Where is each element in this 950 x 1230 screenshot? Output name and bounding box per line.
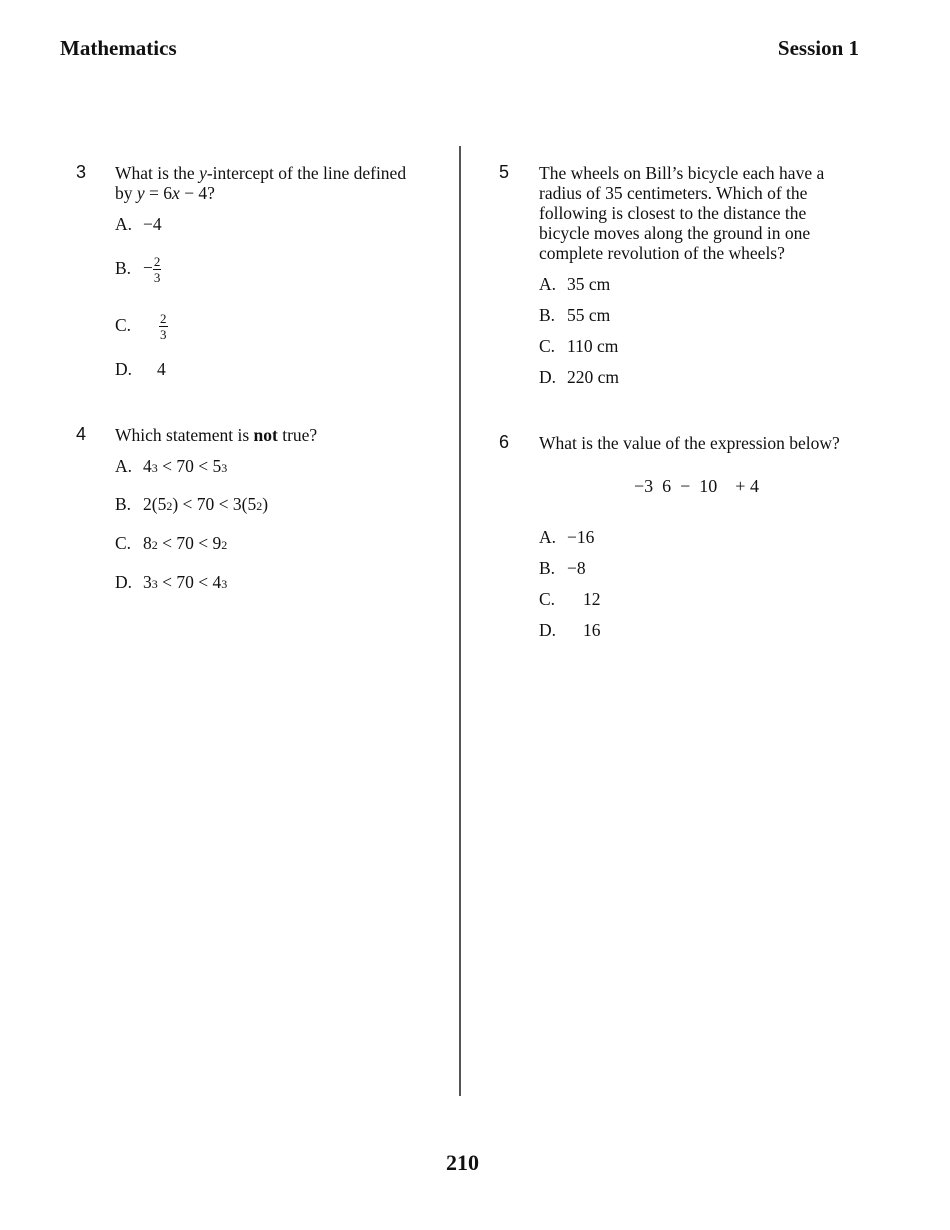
column-divider (459, 146, 461, 1096)
question-stem: The wheels on Bill’s bicycle each have a radius of 35 centimeters. Which of the following is closest to the distance the bicycle moves along the ground in one complete revolution of the wheels? (539, 163, 825, 263)
fraction: $\frac{2}{3}$ (160, 311, 167, 342)
answer-option-a[interactable]: A. 35 cm (539, 274, 611, 294)
question-number: 5 (499, 162, 510, 182)
fraction: $\frac{2}{3}$ (153, 254, 161, 285)
answer-option-d[interactable]: D. 4 (115, 359, 166, 379)
answer-option-b[interactable]: B. −8 (539, 558, 586, 578)
question-stem: Which statement is not true? (115, 425, 318, 445)
answer-option-b[interactable]: B. 2(52) < 70 < 3(52) (115, 494, 269, 514)
answer-option-a[interactable]: A. −4 (115, 214, 162, 234)
answer-option-b[interactable]: B. − $\frac{2}{3}$ (115, 254, 161, 285)
answer-option-a[interactable]: A. 43 < 70 < 53 (115, 456, 228, 476)
header-subject: Mathematics (60, 36, 177, 60)
header-session: Session 1 (777, 36, 859, 60)
question-number: 6 (499, 432, 510, 452)
answer-option-d[interactable]: D. 16 (539, 620, 601, 640)
page-number: 210 (446, 1150, 479, 1175)
question-stem: What is the value of the expression below? (539, 433, 840, 453)
question-number: 3 (76, 162, 87, 182)
answer-option-c[interactable]: C. 110 cm (539, 336, 619, 356)
question-number: 4 (76, 424, 87, 444)
answer-option-d[interactable]: D. 220 cm (539, 367, 620, 387)
answer-option-c[interactable]: C. $\frac{2}{3}$ (115, 311, 167, 342)
answer-option-b[interactable]: B. 55 cm (539, 305, 611, 325)
answer-option-a[interactable]: A. −16 (539, 527, 595, 547)
question-stem: What is the y-intercept of the line defined by y = 6x − 4? (115, 163, 407, 203)
answer-option-c[interactable]: C. 12 (539, 589, 601, 609)
math-expression: −3 6 − 10 + 4 (634, 476, 759, 496)
answer-option-d[interactable]: D. 33 < 70 < 43 (115, 572, 228, 592)
answer-option-c[interactable]: C. 82 < 70 < 92 (115, 533, 228, 553)
